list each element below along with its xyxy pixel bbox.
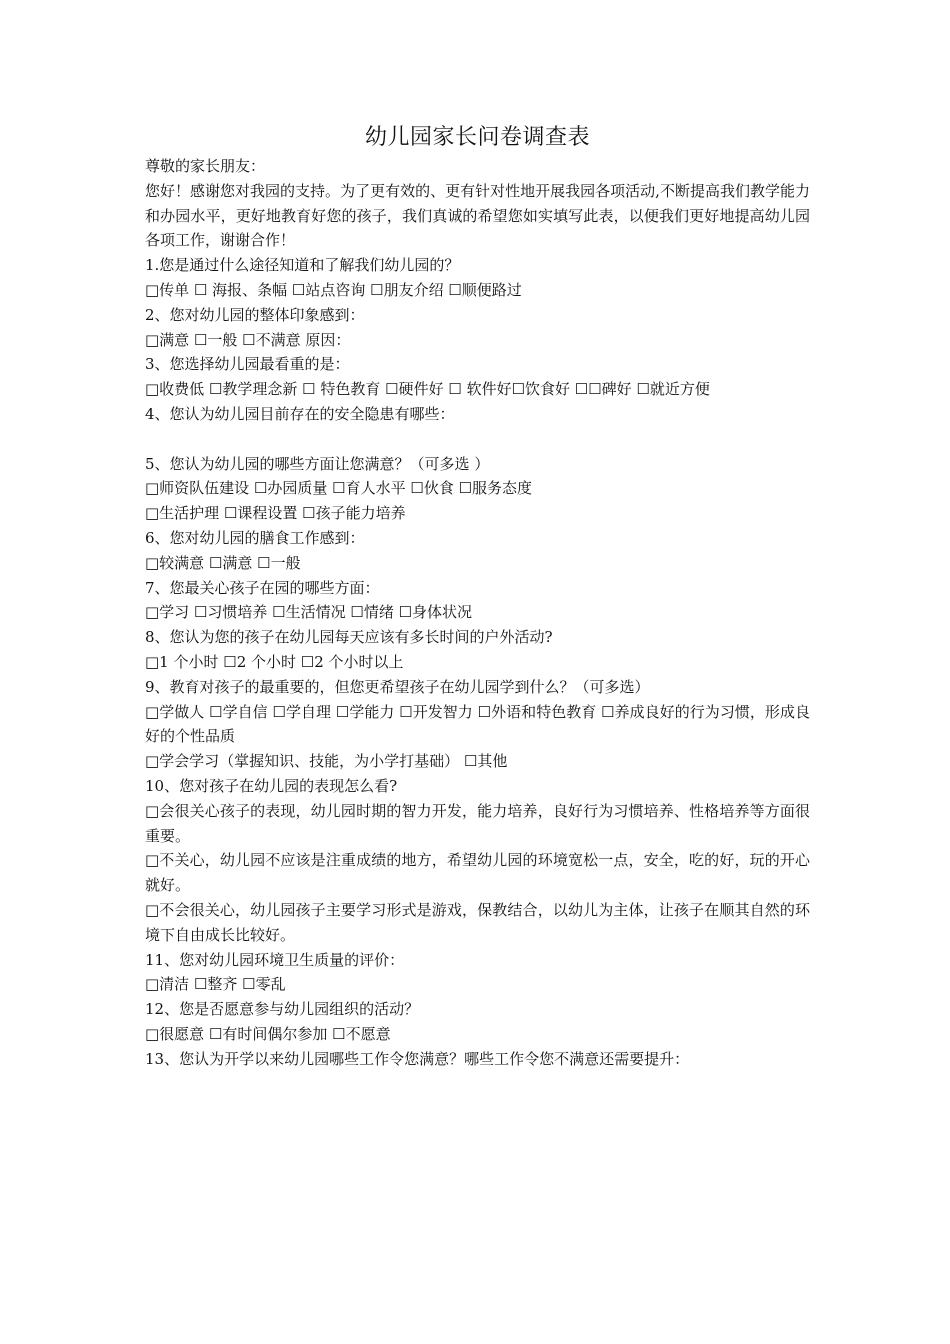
question-8-options: □1 个小时 ☐2 个小时 ☐2 个小时以上 xyxy=(145,652,404,671)
question-3: 3、您选择幼儿园最看重的是： xyxy=(145,355,350,374)
question-3-options: □收费低 ☐教学理念新 ☐ 特色教育 ☐硬件好 ☐ 软件好☐饮食好 ☐☐碑好 ☐就近方便 xyxy=(145,380,710,399)
question-6-options: □较满意 ☐满意 ☐一般 xyxy=(145,553,301,572)
question-1-options: □传单 ☐ 海报、条幅 ☐站点咨询 ☐朋友介绍 ☐顺便路过 xyxy=(145,280,522,299)
question-10-option-1: □会很关心孩子的表现，幼儿园时期的智力开发，能力培养，良好行为习惯培养、性格培养等方面很重要。 xyxy=(145,801,810,845)
question-13: 13、您认为开学以来幼儿园哪些工作令您满意？哪些工作令您不满意还需要提升： xyxy=(145,1049,690,1068)
question-10: 10、您对孩子在幼儿园的表现怎么看? xyxy=(145,776,398,795)
question-6: 6、您对幼儿园的膳食工作感到： xyxy=(145,528,365,547)
question-9-options-row-2: □学会学习（掌握知识、技能，为小学打基础） ☐其他 xyxy=(145,752,508,771)
answer-blank xyxy=(145,427,810,452)
question-11: 11、您对幼儿园环境卫生质量的评价： xyxy=(145,950,405,969)
question-9-options-row-1: □学做人 ☐学自信 ☐学自理 ☐学能力 ☐开发智力 ☐外语和特色教育 ☐养成良好的行为习惯，形成良好的个性品质 xyxy=(145,702,810,746)
question-11-options: □清洁 ☐整齐 ☐零乱 xyxy=(145,975,286,994)
question-5-options-row-2: □生活护理 ☐课程设置 ☐孩子能力培养 xyxy=(145,504,406,523)
question-7: 7、您最关心孩子在园的哪些方面： xyxy=(145,578,380,597)
question-2: 2、您对幼儿园的整体印象感到： xyxy=(145,305,365,324)
question-5-options-row-1: □师资队伍建设 ☐办园质量 ☐育人水平 ☐伙食 ☐服务态度 xyxy=(145,479,533,498)
greeting: 尊敬的家长朋友： xyxy=(145,157,266,175)
intro-paragraph: 您好！感谢您对我园的支持。为了更有效的、更有针对性地开展我园各项活动,不断提高我们教学能力和办园水平，更好地教育好您的孩子，我们真诚的希望您如实填写此表，以便我们更好地提高幼儿园各项工作，谢谢合作！ xyxy=(145,181,810,250)
question-12: 12、您是否愿意参与幼儿园组织的活动？ xyxy=(145,1000,420,1019)
question-2-options: □满意 ☐一般 ☐不满意 原因： xyxy=(145,330,351,349)
question-7-options: □学习 ☐习惯培养 ☐生活情况 ☐情绪 ☐身体状况 xyxy=(145,603,473,622)
page-title: 幼儿园家长问卷调查表 xyxy=(364,125,590,150)
document-page xyxy=(145,122,810,1071)
question-10-option-3: □不会很关心，幼儿园孩子主要学习形式是游戏，保教结合，以幼儿为主体，让孩子在顺其自然的环境下自由成长比较好。 xyxy=(145,900,810,944)
question-5: 5、您认为幼儿园的哪些方面让您满意？（可多选 ） xyxy=(145,454,490,473)
question-9: 9、教育对孩子的最重要的，但您更希望孩子在幼儿园学到什么？（可多选） xyxy=(145,677,650,696)
question-10-option-2: □不关心，幼儿园不应该是注重成绩的地方，希望幼儿园的环境宽松一点，安全，吃的好，玩的开心就好。 xyxy=(145,851,810,895)
question-1: 1.您是通过什么途径知道和了解我们幼儿园的？ xyxy=(145,256,460,275)
question-12-options: □很愿意 ☐有时间偶尔参加 ☐不愿意 xyxy=(145,1024,391,1043)
question-8: 8、您认为您的孩子在幼儿园每天应该有多长时间的户外活动? xyxy=(145,628,553,647)
question-4: 4、您认为幼儿园目前存在的安全隐患有哪些： xyxy=(145,404,455,423)
